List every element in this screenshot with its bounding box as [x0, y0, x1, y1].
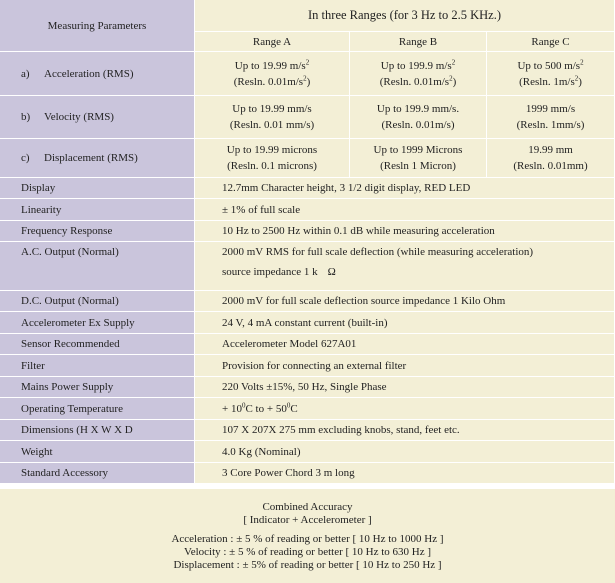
velocity-range-c	[487, 96, 615, 139]
velocity-c-resolution: (Resln. 1mm/s)	[516, 119, 585, 131]
degree-sup-high: 0	[286, 400, 291, 409]
omega-symbol: Ω	[327, 266, 336, 278]
excitation-row	[0, 312, 615, 334]
acceleration-b-res-sup: 2	[449, 73, 453, 82]
velocity-c-value: 1999 mm/s	[525, 103, 576, 115]
velocity-range-b	[350, 96, 487, 139]
accuracy-title: Combined Accuracy	[262, 501, 353, 513]
acceleration-a-value: Up to 19.99 m/s	[234, 59, 306, 72]
weight-value: 4.0 Kg (Nominal)	[195, 441, 615, 463]
dimensions-row	[0, 420, 615, 441]
range-a-header: Range A	[195, 32, 350, 52]
ac-output-line1: 2000 mV RMS for full scale deflection (while measuring acceleration)	[222, 246, 534, 258]
excitation-value: 24 V, 4 mA constant current (built-in)	[195, 312, 615, 334]
displacement-b-value: Up to 1999 Microns	[373, 144, 463, 156]
velocity-range-a	[195, 96, 350, 139]
displacement-b-resolution: (Resln 1 Micron)	[380, 160, 456, 172]
sensor-label: Sensor Recommended	[0, 334, 195, 355]
ac-output-line2	[222, 266, 614, 278]
velocity-letter: b)	[21, 111, 31, 123]
display-row	[0, 178, 615, 199]
displacement-range-c	[487, 139, 615, 178]
accessory-label: Standard Accessory	[0, 463, 195, 484]
acceleration-range-c	[487, 52, 615, 96]
acceleration-b-sup: 2	[451, 57, 456, 66]
frequency-label: Frequency Response	[0, 221, 195, 242]
header-row	[0, 0, 615, 32]
dimensions-label: Dimensions (H X W X D	[0, 420, 195, 441]
velocity-b-resolution: (Resln. 0.01m/s)	[381, 119, 455, 131]
acceleration-range-b	[350, 52, 487, 96]
acceleration-b-value: Up to 199.9 m/s	[380, 59, 452, 72]
acceleration-c-sup: 2	[580, 57, 584, 66]
temperature-value	[195, 398, 615, 420]
displacement-name: Displacement (RMS)	[44, 152, 138, 164]
acceleration-range-a	[195, 52, 350, 96]
acceleration-label	[0, 52, 195, 96]
acceleration-c-paren: )	[578, 75, 582, 88]
power-label: Mains Power Supply	[0, 377, 195, 398]
filter-value: Provision for connecting an external filter	[195, 355, 615, 377]
weight-label: Weight	[0, 441, 195, 463]
displacement-c-resolution: (Resln. 0.01mm)	[513, 160, 588, 172]
filter-label: Filter	[0, 355, 195, 377]
acceleration-c-res-sup: 2	[574, 73, 579, 82]
filter-row	[0, 355, 615, 377]
accessory-row	[0, 463, 615, 484]
displacement-letter: c)	[21, 152, 30, 164]
display-value: 12.7mm Character height, 3 1/2 digit display, RED LED	[195, 178, 615, 199]
frequency-row	[0, 221, 615, 242]
accuracy-velocity: Velocity : ± 5 % of reading or better [ 10 Hz to 630 Hz ]	[183, 546, 432, 558]
weight-row	[0, 441, 615, 463]
velocity-b-value: Up to 199.9 mm/s.	[376, 103, 460, 115]
velocity-a-value: Up to 19.99 mm/s	[232, 103, 312, 115]
velocity-a-resolution: (Resln. 0.01 mm/s)	[229, 119, 315, 131]
degree-sup-low: 0	[241, 400, 246, 409]
accuracy-displacement: Displacement : ± 5% of reading or better [ 10 Hz to 250 Hz ]	[173, 559, 442, 571]
measuring-parameters-header	[0, 0, 195, 52]
ranges-title: In three Ranges (for 3 Hz to 2.5 KHz.)	[195, 0, 615, 32]
temperature-label: Operating Temperature	[0, 398, 195, 420]
displacement-range-b	[350, 139, 487, 178]
temperature-low: + 10	[222, 402, 242, 415]
ac-output-label: A.C. Output (Normal)	[0, 242, 195, 291]
linearity-value: ± 1% of full scale	[195, 199, 615, 221]
ac-output-impedance: source impedance 1 k	[222, 266, 318, 278]
dc-output-label: D.C. Output (Normal)	[0, 291, 195, 312]
excitation-label: Accelerometer Ex Supply	[0, 312, 195, 334]
acceleration-a-sup: 2	[305, 57, 310, 66]
acceleration-c-value: Up to 500 m/s	[517, 59, 581, 72]
displacement-label	[0, 139, 195, 178]
ac-output-value	[195, 242, 615, 291]
linearity-row	[0, 199, 615, 221]
acceleration-b-resolution: (Resln. 0.01m/s	[379, 75, 450, 88]
dimensions-value: 107 X 207X 275 mm excluding knobs, stand, feet etc.	[195, 420, 615, 441]
velocity-name: Velocity (RMS)	[44, 111, 114, 123]
temperature-unit: C	[290, 402, 298, 415]
linearity-label: Linearity	[0, 199, 195, 221]
range-c-header: Range C	[487, 32, 615, 52]
dc-output-value: 2000 mV for full scale deflection source impedance 1 Kilo Ohm	[195, 291, 615, 312]
acceleration-a-paren: )	[306, 75, 311, 88]
temperature-row	[0, 398, 615, 420]
frequency-value: 10 Hz to 2500 Hz within 0.1 dB while measuring acceleration	[195, 221, 615, 242]
velocity-row	[0, 96, 615, 139]
measuring-parameters-label: Measuring Parameters	[47, 19, 147, 32]
acceleration-row	[0, 52, 615, 96]
acceleration-b-paren: )	[452, 75, 457, 88]
sensor-row	[0, 334, 615, 355]
velocity-label	[0, 96, 195, 139]
acceleration-name: Acceleration (RMS)	[44, 67, 134, 80]
display-label: Display	[0, 178, 195, 199]
accessory-value: 3 Core Power Chord 3 m long	[195, 463, 615, 484]
range-b-header: Range B	[350, 32, 487, 52]
displacement-range-a	[195, 139, 350, 178]
dc-output-row	[0, 291, 615, 312]
accuracy-subtitle: [ Indicator + Accelerometer ]	[243, 514, 372, 526]
displacement-a-value: Up to 19.99 microns	[226, 144, 318, 156]
displacement-c-value: 19.99 mm	[528, 144, 573, 156]
ac-output-row	[0, 242, 615, 291]
acceleration-c-resolution: (Resln. 1m/s	[519, 75, 575, 88]
displacement-row	[0, 139, 615, 178]
accuracy-acceleration: Acceleration : ± 5 % of reading or better [ 10 Hz to 1000 Hz ]	[171, 533, 444, 545]
displacement-a-resolution: (Resln. 0.1 microns)	[227, 160, 317, 172]
acceleration-a-resolution: (Resln. 0.01m/s	[233, 75, 304, 88]
sensor-value: Accelerometer Model 627A01	[195, 334, 615, 355]
temperature-high: C to + 50	[245, 402, 287, 415]
power-row	[0, 377, 615, 398]
acceleration-letter: a)	[21, 67, 30, 80]
combined-accuracy-panel	[0, 489, 615, 583]
acceleration-a-res-sup: 2	[303, 73, 307, 82]
power-value: 220 Volts ±15%, 50 Hz, Single Phase	[195, 377, 615, 398]
